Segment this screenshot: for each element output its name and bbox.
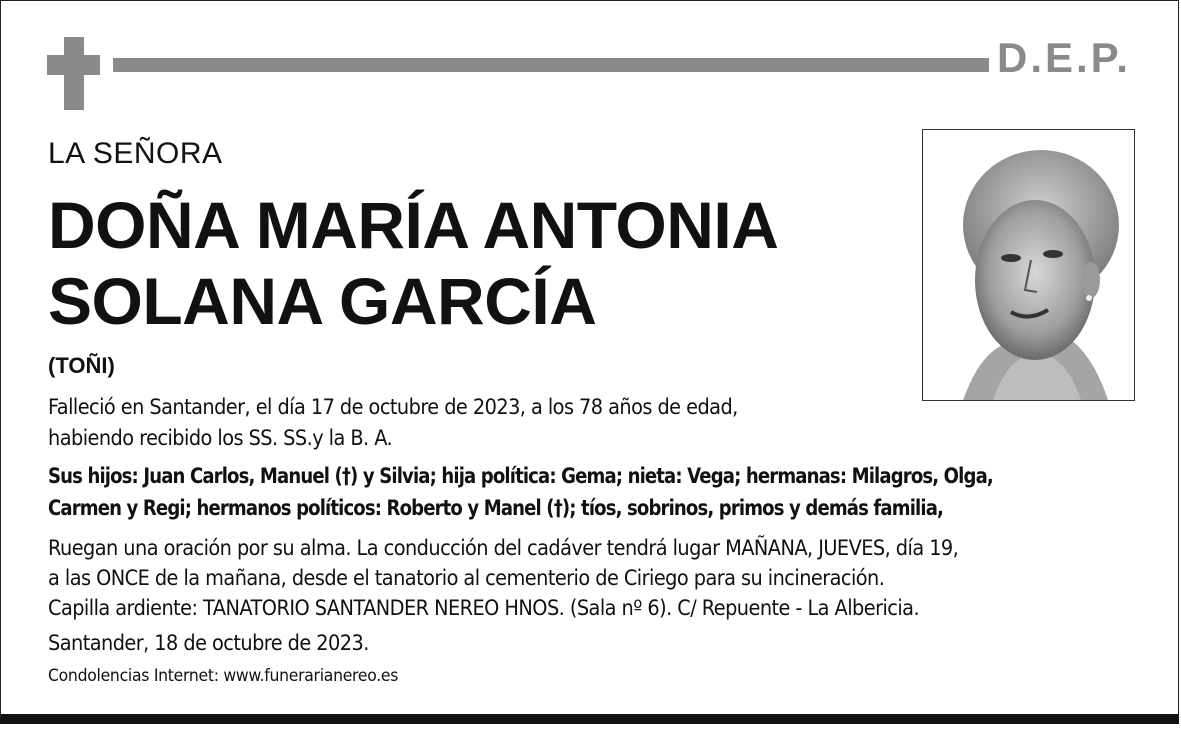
family-line-1: Sus hijos: Juan Carlos, Manuel (†) y Silvia; hija política: Gema; nieta: Vega; hermanas: Milagros, Olga,: [48, 464, 993, 488]
deceased-name: [48, 187, 778, 339]
condolences-link[interactable]: Condolencias Internet: www.funerarianereo.es: [48, 666, 399, 686]
death-line-1: Falleció en Santander, el día 17 de octubre de 2023, a los 78 años de edad,: [48, 395, 738, 419]
death-line-2: habiendo recibido los SS. SS.y la B. A.: [48, 426, 393, 450]
name-line-2: SOLANA GARCÍA: [48, 264, 597, 338]
family-line-2: Carmen y Regi; hermanos políticos: Roberto y Manel (†); tíos, sobrinos, primos y demás familia,: [48, 496, 944, 520]
cross-icon-bar: [47, 55, 100, 75]
dep-heading: D.E.P.: [997, 34, 1131, 81]
name-line-1: DOÑA MARÍA ANTONIA: [48, 188, 779, 262]
service-line-3: Capilla ardiente: TANATORIO SANTANDER NEREO HNOS. (Sala nº 6). C/ Repuente - La Albericia.: [48, 596, 920, 620]
nickname: (TOÑI): [48, 353, 115, 378]
service-line-2: a las ONCE de la mañana, desde el tanatorio al cementerio de Ciriego para su incineración.: [48, 566, 885, 590]
place-date: Santander, 18 de octubre de 2023.: [48, 631, 369, 655]
service-line-1: Ruegan una oración por su alma. La conducción del cadáver tendrá lugar MAÑANA, JUEVES, día 19,: [48, 536, 959, 560]
header-rule: [113, 58, 989, 72]
portrait-photo: [922, 129, 1135, 401]
title-label: LA SEÑORA: [48, 137, 223, 170]
